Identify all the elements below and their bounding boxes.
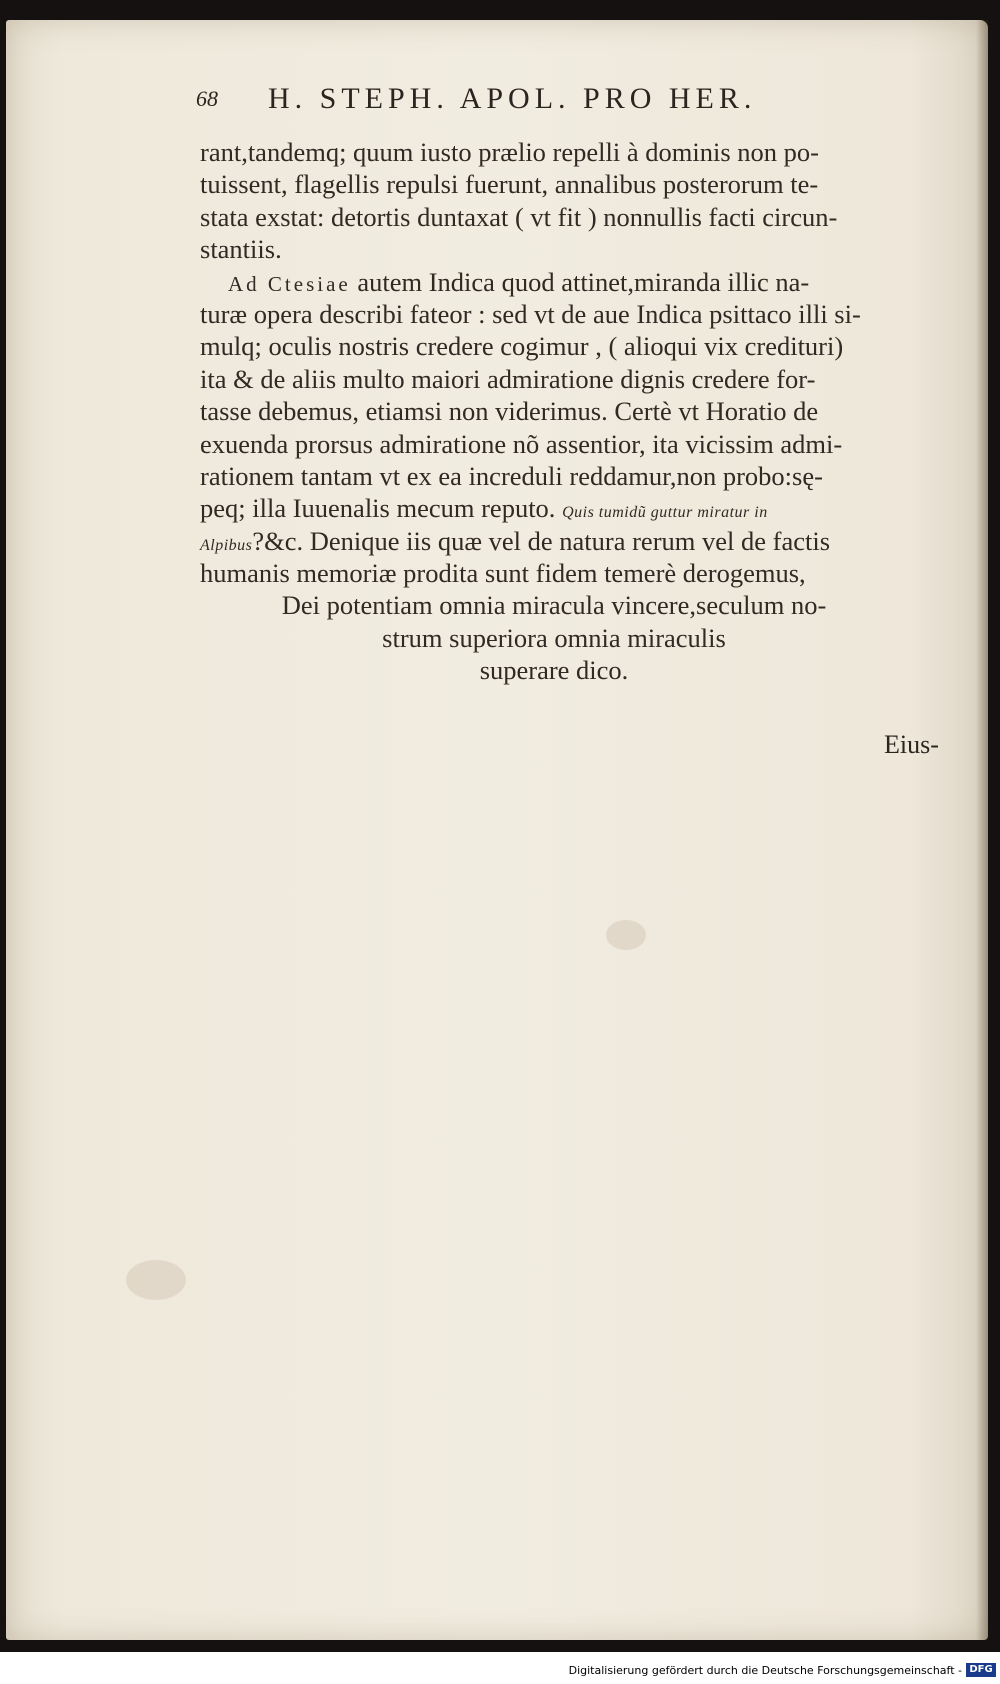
text-line: rant,tandemq; quum iusto prælio repelli à dominis non po- bbox=[200, 137, 819, 167]
dfg-logo-icon: DFG bbox=[966, 1663, 996, 1677]
text-line: turæ opera describi fateor : sed vt de aue Indica psittaco illi si- bbox=[200, 298, 861, 329]
text-line: ita & de aliis multo maiori admiratione dignis credere for- bbox=[200, 363, 816, 394]
paragraph-lead-word: Ad bbox=[228, 271, 268, 296]
text-line: stata exstat: detortis duntaxat ( vt fit ) nonnullis facti circun- bbox=[200, 201, 838, 232]
catchword: Eius- bbox=[884, 730, 939, 759]
page-header bbox=[196, 82, 876, 122]
text-line: tasse debemus, etiamsi non viderimus. Certè vt Horatio de bbox=[200, 396, 819, 427]
running-head: H. STEPH. APOL. PRO HER. bbox=[268, 82, 757, 115]
text-line: humanis memoriæ prodita sunt fidem temerè derogemus, bbox=[200, 558, 806, 589]
paper-stain bbox=[126, 1260, 186, 1300]
paragraph-opening-line bbox=[200, 266, 948, 298]
text-run: peq; illa Iuuenalis mecum reputo. bbox=[200, 493, 556, 524]
text-run: autem Indica quod attinet,miranda illic na- bbox=[350, 266, 810, 297]
juvenal-quotation-end: Alpibus bbox=[200, 536, 253, 554]
body-text bbox=[200, 136, 948, 687]
text-line: rationem tantam vt ex ea increduli reddamur,non probo:sę- bbox=[200, 460, 823, 491]
funding-credit: Digitalisierung gefördert durch die Deutsche Forschungsgemeinschaft - bbox=[568, 1664, 962, 1677]
text-line: stantiis. bbox=[200, 234, 282, 265]
footer-bar bbox=[0, 1660, 1000, 1682]
text-line: tuissent, flagellis repulsi fuerunt, annalibus posterorum te- bbox=[200, 169, 819, 200]
centered-line: strum superiora omnia miraculis bbox=[382, 622, 726, 653]
centered-line: Dei potentiam omnia miracula vincere,seculum no- bbox=[281, 590, 827, 621]
text-line: exuenda prorsus admiratione nõ assentior, ita vicissim admi- bbox=[200, 428, 843, 459]
juvenal-quotation: Quis tumidũ guttur miratur in bbox=[562, 504, 768, 522]
page-number: 68 bbox=[196, 86, 218, 111]
centered-line: superare dico. bbox=[479, 655, 629, 686]
paper-stain bbox=[606, 920, 646, 950]
page-edge-shadow bbox=[976, 20, 988, 1640]
juvenal-line-continued bbox=[200, 525, 948, 557]
text-line: mulq; oculis nostris credere cogimur , ( alioqui vix credituri) bbox=[200, 331, 844, 362]
author-name-ctesias: Ctesiae bbox=[267, 271, 351, 296]
juvenal-line bbox=[200, 492, 948, 524]
text-run: ?&c. Denique iis quæ vel de natura rerum vel de factis bbox=[252, 525, 831, 556]
